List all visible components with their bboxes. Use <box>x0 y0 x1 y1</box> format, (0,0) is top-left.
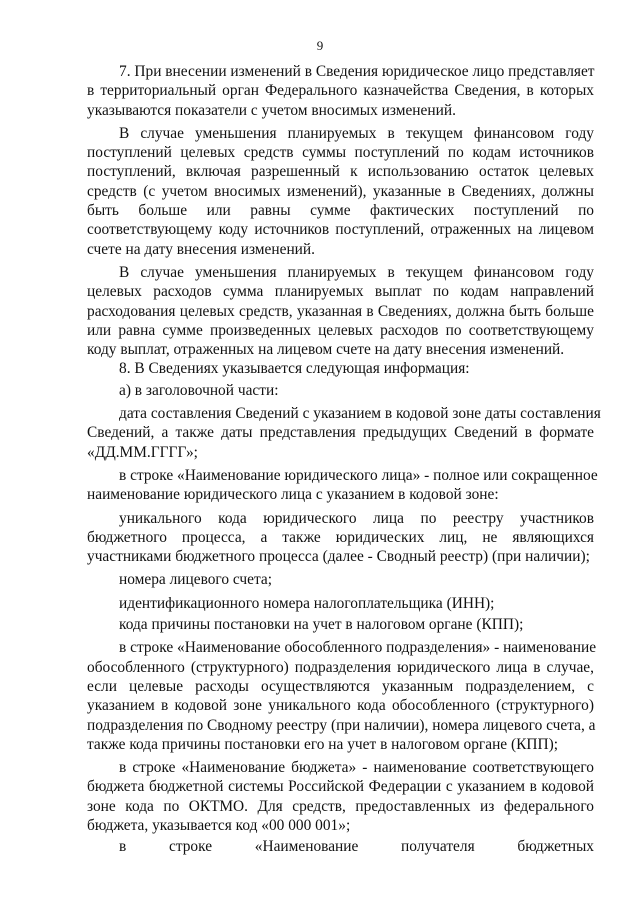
paragraph-inn <box>87 594 594 613</box>
paragraph-receipts-decrease <box>87 124 594 259</box>
paragraph-unique-code <box>87 509 594 567</box>
paragraph-legal-entity-name <box>87 466 598 505</box>
text-line: наименование юридического лица с указанием в кодовой зоне: <box>87 486 499 504</box>
text-line: целевых расходов сумма планируемых выплат по кодам направлений <box>87 283 594 301</box>
text-line: также кода причины постановки его на учет в налоговом органе (КПП); <box>87 735 559 753</box>
text-line: 8. В Сведениях указывается следующая информация: <box>119 360 470 378</box>
text-line: подразделения по Сводному реестру (при наличии), номера лицевого счета, а <box>87 716 596 734</box>
text-line: в строке «Наименование бюджета» - наименование соответствующего <box>119 759 594 777</box>
text-line: счете на дату внесения изменений. <box>87 240 316 258</box>
text-line: бюджета, указывается код «00 000 001»; <box>87 816 351 834</box>
paragraph-item-8 <box>87 359 594 378</box>
paragraph-recipient-name <box>87 837 594 856</box>
paragraph-expenses-decrease <box>87 263 594 359</box>
paragraph-date <box>87 404 601 462</box>
text-line: участниками бюджетного процесса (далее - Сводный реестр) (при наличии); <box>87 548 590 566</box>
text-line: «ДД.ММ.ГГГГ»; <box>87 443 198 461</box>
text-line: соответствующему коду источников поступлений, отраженных на лицевом <box>87 221 594 239</box>
text-line: дата составления Сведений с указанием в кодовой зоне даты составления <box>119 405 601 423</box>
text-line: расходования целевых средств, указанная в Сведениях, должна быть больше <box>87 302 594 320</box>
paragraph-subitem-a <box>87 381 594 400</box>
text-line: зоне кода по ОКТМО. Для средств, предоставленных из федерального <box>87 797 594 815</box>
text-line: указываются показатели с учетом вносимых изменений. <box>87 101 456 119</box>
text-line: в строке «Наименование обособленного подразделения» - наименование <box>119 639 597 657</box>
text-line: бюджета бюджетной системы Российской Федерации с указанием в кодовой <box>87 778 594 796</box>
text-line: средств (с учетом вносимых изменений), указанные в Сведениях, должны <box>87 182 594 200</box>
page-number: 9 <box>316 38 324 53</box>
text-line: в строке «Наименование юридического лица» - полное или сокращенное <box>119 466 598 484</box>
text-line: В случае уменьшения планируемых в текущем финансовом году <box>119 124 594 142</box>
paragraph-item-7 <box>87 62 594 120</box>
text-line: в строке «Наименование получателя бюджетных <box>119 838 594 856</box>
document-body <box>87 62 601 857</box>
text-line: а) в заголовочной части: <box>119 381 279 399</box>
text-line: или равна сумме произведенных целевых расходов по соответствующему <box>87 321 594 339</box>
text-line: если целевые расходы осуществляются указанным подразделением, с <box>87 677 594 695</box>
text-line: указанием в кодовой зоне уникального кода обособленного (структурного) <box>87 697 594 715</box>
text-line: В случае уменьшения планируемых в текущем финансовом году <box>119 263 594 281</box>
paragraph-subdivision-name <box>87 638 597 754</box>
text-line: идентификационного номера налогоплательщика (ИНН); <box>119 594 495 612</box>
text-line: Сведений, а также даты представления предыдущих Сведений в формате <box>87 424 594 442</box>
text-line: быть больше или равны сумме фактических поступлений по <box>87 202 594 220</box>
text-line: кода причины постановки на учет в налоговом органе (КПП); <box>119 616 524 634</box>
paragraph-kpp <box>87 615 594 634</box>
paragraph-budget-name <box>87 758 594 835</box>
text-line: номера лицевого счета; <box>119 571 273 589</box>
text-line: поступлений целевых средств суммы поступлений по кодам источников <box>87 144 594 162</box>
text-line: уникального кода юридического лица по реестру участников <box>119 509 594 527</box>
text-line: 7. При внесении изменений в Сведения юридическое лицо представляет <box>119 63 595 80</box>
text-line: поступлений, включая разрешенный к использованию остаток целевых <box>87 163 594 181</box>
text-line: в территориальный орган Федерального казначейства Сведения, в которых <box>87 82 594 100</box>
text-line: обособленного (структурного) подразделения юридического лица в случае, <box>87 658 594 676</box>
text-line: бюджетного процесса, а также юридических лиц, не являющихся <box>87 528 594 546</box>
paragraph-account-number <box>87 570 594 589</box>
text-line: коду выплат, отраженных на лицевом счете на дату внесения изменений. <box>87 341 565 359</box>
